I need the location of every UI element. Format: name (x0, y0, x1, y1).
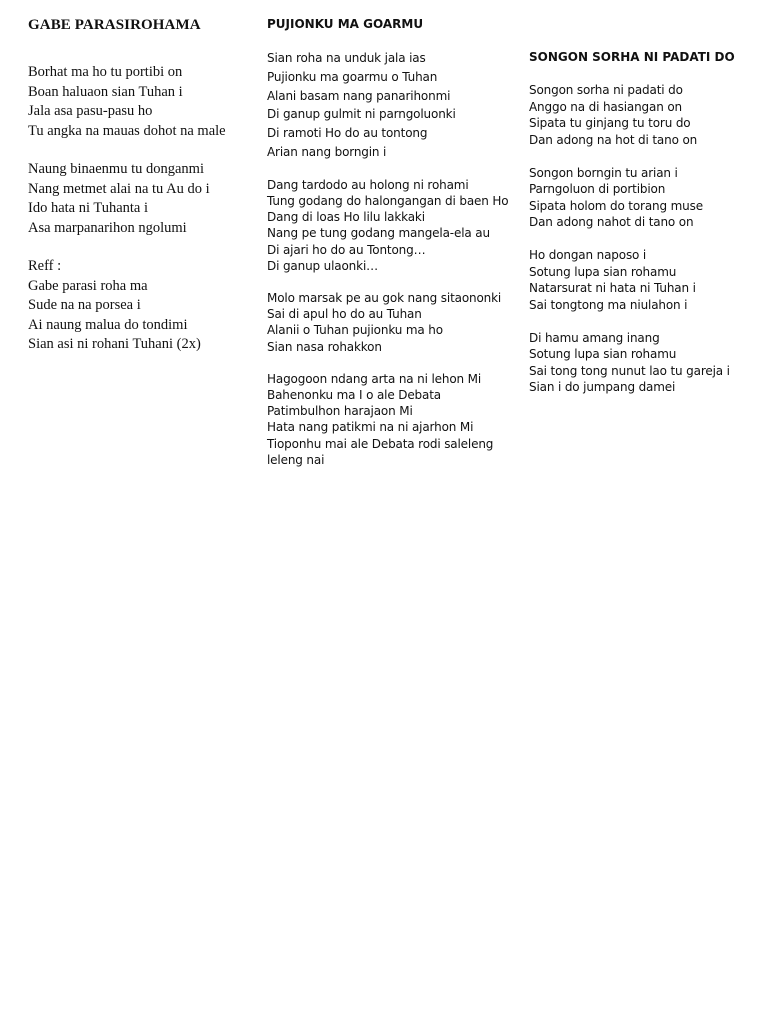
lyric-line: Sipata holom do torang muse (529, 198, 703, 213)
stanza-refrain (28, 257, 258, 355)
lyric-line: Nang metmet alai na tu Au do i (28, 180, 210, 197)
lyric-line: Tu angka na mauas dohot na male (28, 122, 226, 139)
lyric-line: Sian asi ni rohani Tuhani (2x) (28, 336, 201, 352)
lyric-line: Di ganup ulaonki… (267, 258, 378, 273)
stanza (267, 290, 517, 355)
lyric-line: Ho dongan naposo i (529, 248, 647, 262)
stanza (267, 177, 517, 274)
lyric-line: Patimbulhon harajaon Mi (267, 404, 413, 419)
lyric-line: Parngoluon di portibion (529, 182, 666, 196)
stanza (529, 82, 765, 148)
lyric-line: Pujionku ma goarmu o Tuhan (267, 69, 438, 84)
lyric-line: Sipata tu ginjang tu toru do (529, 116, 691, 130)
lyric-line: Sian nasa rohakkon (267, 339, 382, 354)
lyric-line: Bahenonku ma I o ale Debata (267, 388, 441, 403)
refrain-label: Reff : (28, 258, 62, 274)
lyric-line: Sude na na porsea i (28, 297, 141, 313)
lyric-line: Di ganup gulmit ni parngoluonki (267, 107, 456, 122)
lyric-line: Dan adong nahot di tano on (529, 215, 694, 229)
lyric-line: Jala asa pasu-pasu ho (28, 103, 153, 119)
song-title: GABE PARASIROHAMA (28, 17, 201, 33)
lyric-line: Nang pe tung godang mangela-ela au (267, 226, 490, 241)
lyric-line: Alani basam nang panarihonmi (267, 88, 451, 103)
lyric-line: Songon sorha ni padati do (529, 83, 683, 97)
lyric-line: Tung godang do halongangan di baen Ho (267, 193, 509, 208)
lyric-line: Naung binaenmu tu donganmi (28, 161, 204, 177)
lyric-line: Di hamu amang inang (529, 330, 660, 345)
lyric-line: Sotung lupa sian rohamu (529, 264, 677, 279)
lyric-line: Di ramoti Ho do au tontong (267, 126, 428, 141)
lyric-line: Sai tong tong nunut lao tu gareja i (529, 363, 730, 378)
lyric-line: Dang tardodo au holong ni rohami (267, 177, 469, 192)
lyric-line: Songon borngin tu arian i (529, 165, 678, 180)
lyric-line: Tioponhu mai ale Debata rodi saleleng (267, 436, 494, 451)
lyric-line: Asa marpanarihon ngolumi (28, 219, 187, 236)
lyric-line: Anggo na di hasiangan on (529, 99, 682, 114)
song-column-3 (529, 49, 765, 412)
stanza (529, 330, 765, 396)
lyric-line: Boan haluaon sian Tuhan i (28, 83, 183, 100)
lyric-line: Sai tongtong ma niulahon i (529, 297, 688, 312)
stanza (529, 247, 765, 313)
song-column-1 (28, 15, 258, 374)
stanza (267, 49, 517, 162)
stanza (267, 371, 517, 468)
song-title: SONGON SORHA NI PADATI DO (529, 50, 735, 64)
lyric-line: Arian nang borngin i (267, 144, 387, 159)
lyric-line: Sotung lupa sian rohamu (529, 347, 677, 361)
lyric-line: leleng nai (267, 452, 325, 467)
lyric-line: Gabe parasi roha ma (28, 277, 148, 294)
lyric-line: Molo marsak pe au gok nang sitaononki (267, 291, 502, 305)
lyric-line: Sian roha na unduk jala ias (267, 51, 426, 65)
lyric-line: Di ajari ho do au Tontong… (267, 242, 426, 257)
lyric-line: Ai naung malua do tondimi (28, 316, 188, 333)
lyric-line: Natarsurat ni hata ni Tuhan i (529, 281, 696, 295)
lyric-line: Sian i do jumpang damei (529, 380, 676, 394)
stanza (529, 165, 765, 231)
lyric-line: Hagogoon ndang arta na ni lehon Mi (267, 371, 482, 386)
song-column-2 (267, 16, 517, 484)
lyric-line: Hata nang patikmi na ni ajarhon Mi (267, 420, 474, 435)
lyric-line: Ido hata ni Tuhanta i (28, 200, 149, 216)
lyric-line: Borhat ma ho tu portibi on (28, 64, 183, 80)
lyric-line: Dan adong na hot di tano on (529, 132, 698, 147)
stanza (28, 63, 258, 141)
lyric-line: Dang di loas Ho lilu lakkaki (267, 210, 425, 225)
song-title: PUJIONKU MA GOARMU (267, 17, 424, 31)
stanza (28, 160, 258, 238)
lyric-line: Sai di apul ho do au Tuhan (267, 307, 422, 322)
lyric-line: Alanii o Tuhan pujionku ma ho (267, 323, 443, 338)
